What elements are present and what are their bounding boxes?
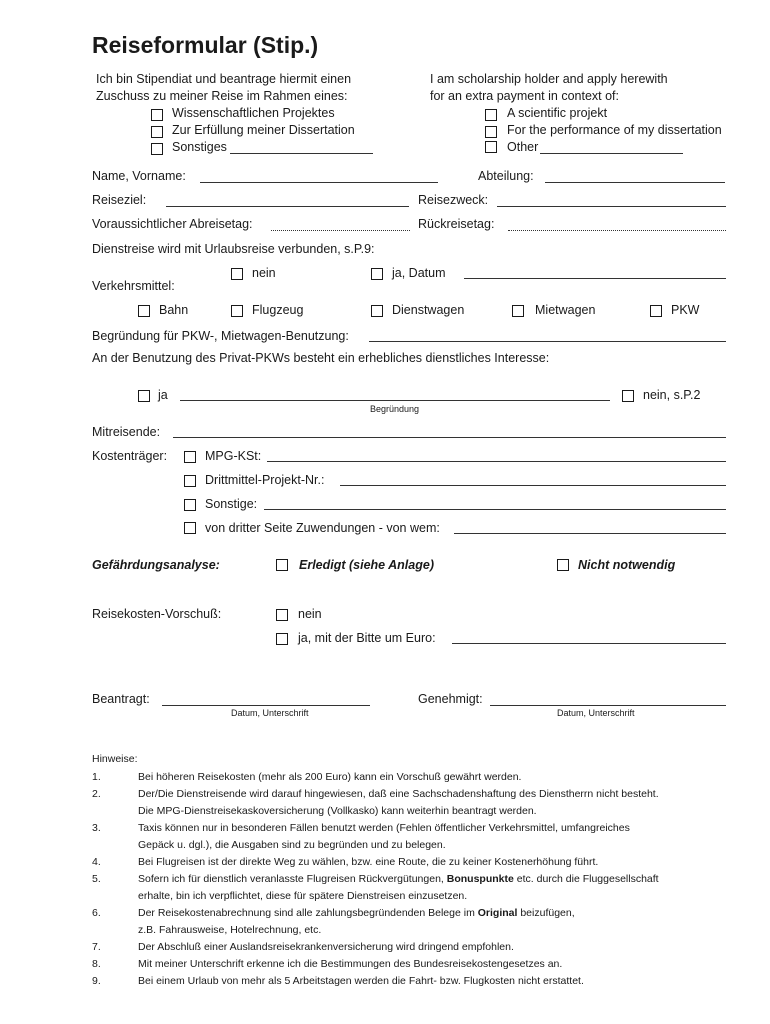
cost-dritte-line[interactable] — [454, 533, 726, 534]
cost-dritte-checkbox[interactable] — [184, 522, 196, 534]
name-line[interactable] — [200, 182, 438, 183]
reisezweck-label: Reisezweck: — [418, 193, 489, 207]
transport-bahn-checkbox[interactable] — [138, 305, 150, 317]
urlaub-nein-label: nein — [252, 266, 276, 280]
cost-mpg-checkbox[interactable] — [184, 451, 196, 463]
note-line — [138, 856, 598, 868]
note-text: Sofern ich für dienstlich veranlasste Flugreisen Rückvergütungen, — [138, 873, 447, 885]
transport-mietwagen-checkbox[interactable] — [512, 305, 524, 317]
advance-no-checkbox[interactable] — [276, 609, 288, 621]
purpose-en-other-line[interactable] — [540, 153, 683, 154]
note-line — [138, 805, 537, 817]
interesse-ja-checkbox[interactable] — [138, 390, 150, 402]
transport-mietwagen-label: Mietwagen — [535, 303, 596, 317]
transport-pkw-checkbox[interactable] — [650, 305, 662, 317]
approved-label: Genehmigt: — [418, 692, 483, 706]
note-number: 6. — [92, 907, 101, 919]
purpose-de-checkbox-2[interactable] — [151, 126, 163, 138]
note-text: Der Reisekostenabrechnung sind alle zahlungsbegründenden Belege im — [138, 907, 478, 919]
note-text: erhalte, bin ich verpflichtet, diese für spätere Dienstreisen einzusetzen. — [138, 890, 468, 902]
cost-mpg-label: MPG-KSt: — [205, 449, 262, 463]
note-emphasis: Original — [477, 907, 518, 919]
note-text: Der Abschluß einer Auslandsreisekrankenversicherung wird dringend empfohlen. — [138, 941, 514, 953]
advance-no-label: nein — [298, 607, 322, 621]
reiseziel-line[interactable] — [166, 206, 409, 207]
abreise-label: Voraussichtlicher Abreisetag: — [92, 217, 253, 231]
note-line — [138, 822, 630, 834]
note-number: 1. — [92, 771, 101, 783]
cost-drittmittel-checkbox[interactable] — [184, 475, 196, 487]
note-number: 3. — [92, 822, 101, 834]
mitreisende-label: Mitreisende: — [92, 425, 161, 439]
cost-sonstige-checkbox[interactable] — [184, 499, 196, 511]
note-text: beizufügen, — [517, 907, 575, 919]
intro-en-line-1: I am scholarship holder and apply herewith — [430, 72, 668, 86]
begruendung-pkw-label: Begründung für PKW-, Mietwagen-Benutzung: — [92, 329, 349, 343]
purpose-en-checkbox-3[interactable] — [485, 141, 497, 153]
purpose-de-checkbox-1[interactable] — [151, 109, 163, 121]
cost-sonstige-label: Sonstige: — [205, 497, 258, 511]
purpose-en-checkbox-1[interactable] — [485, 109, 497, 121]
rueckreise-label: Rückreisetag: — [418, 217, 495, 231]
applied-signature-line[interactable] — [162, 705, 370, 706]
purpose-de-other-line[interactable] — [230, 153, 373, 154]
note-line — [138, 958, 562, 970]
note-line — [138, 771, 521, 783]
rueckreise-line[interactable] — [508, 230, 726, 231]
intro-de-line-1: Ich bin Stipendiat und beantrage hiermit einen — [96, 72, 352, 86]
note-line — [138, 788, 659, 800]
urlaub-ja-checkbox[interactable] — [371, 268, 383, 280]
transport-pkw-label: PKW — [671, 303, 700, 317]
advance-amount-line[interactable] — [452, 643, 726, 644]
kostentraeger-label: Kostenträger: — [92, 449, 168, 463]
cost-drittmittel-label: Drittmittel-Projekt-Nr.: — [205, 473, 325, 487]
approved-signature-line[interactable] — [490, 705, 726, 706]
interesse-ja-label: ja — [158, 388, 168, 402]
note-line — [138, 873, 659, 885]
mitreisende-line[interactable] — [173, 437, 726, 438]
abteilung-label: Abteilung: — [478, 169, 534, 183]
note-line — [138, 907, 575, 919]
name-label: Name, Vorname: — [92, 169, 186, 183]
purpose-en-label-2: For the performance of my dissertation — [507, 123, 722, 137]
begruendung-pkw-line[interactable] — [369, 341, 726, 342]
purpose-de-checkbox-3[interactable] — [151, 143, 163, 155]
urlaub-nein-checkbox[interactable] — [231, 268, 243, 280]
note-line — [138, 890, 467, 902]
advance-yes-checkbox[interactable] — [276, 633, 288, 645]
risk-done-label: Erledigt (siehe Anlage) — [299, 558, 434, 572]
interesse-nein-label: nein, s.P.2 — [643, 388, 701, 402]
risk-label: Gefährdungsanalyse: — [92, 558, 220, 572]
abreise-line[interactable] — [271, 230, 410, 231]
reisezweck-line[interactable] — [497, 206, 726, 207]
urlaub-date-line[interactable] — [464, 278, 726, 279]
interesse-label: An der Benutzung des Privat-PKWs besteht ein erhebliches dienstliches Interesse: — [92, 351, 550, 365]
note-text: z.B. Fahrausweise, Hotelrechnung, etc. — [138, 924, 322, 936]
applied-caption: Datum, Unterschrift — [231, 708, 309, 718]
risk-not-needed-checkbox[interactable] — [557, 559, 569, 571]
note-text: Mit meiner Unterschrift erkenne ich die Bestimmungen des Bundesreisekostengesetzes an. — [138, 958, 563, 970]
reiseziel-label: Reiseziel: — [92, 193, 147, 207]
note-line — [138, 975, 584, 987]
risk-done-checkbox[interactable] — [276, 559, 288, 571]
urlaub-ja-label: ja, Datum — [392, 266, 446, 280]
urlaub-label: Dienstreise wird mit Urlaubsreise verbunden, s.P.9: — [92, 242, 375, 256]
applied-label: Beantragt: — [92, 692, 150, 706]
advance-label: Reisekosten-Vorschuß: — [92, 607, 222, 621]
risk-not-needed-label: Nicht notwendig — [578, 558, 676, 572]
transport-flugzeug-checkbox[interactable] — [231, 305, 243, 317]
note-text: Bei einem Urlaub von mehr als 5 Arbeitstagen werden die Fahrt- bzw. Flugkosten nicht erstattet. — [138, 975, 584, 987]
begruendung-caption: Begründung — [370, 404, 420, 414]
note-line — [138, 839, 446, 851]
note-number: 7. — [92, 941, 101, 953]
purpose-en-label-1: A scientific projekt — [507, 106, 608, 120]
note-line — [138, 941, 514, 953]
interesse-nein-checkbox[interactable] — [622, 390, 634, 402]
note-text: etc. durch die Fluggesellschaft — [513, 873, 659, 885]
note-text: Bei höheren Reisekosten (mehr als 200 Euro) kann ein Vorschuß gewährt werden. — [138, 771, 522, 783]
intro-en-line-2: for an extra payment in context of: — [430, 89, 619, 103]
transport-dienstwagen-checkbox[interactable] — [371, 305, 383, 317]
cost-sonstige-line[interactable] — [264, 509, 726, 510]
advance-yes-label: ja, mit der Bitte um Euro: — [298, 631, 436, 645]
transport-dienstwagen-label: Dienstwagen — [392, 303, 465, 317]
note-line — [138, 924, 321, 936]
notes-title: Hinweise: — [92, 753, 138, 765]
note-emphasis: Bonuspunkte — [446, 873, 514, 885]
transport-bahn-label: Bahn — [159, 303, 189, 317]
interesse-begruendung-line[interactable] — [180, 400, 610, 401]
note-number: 5. — [92, 873, 101, 885]
note-number: 2. — [92, 788, 101, 800]
note-text: Der/Die Dienstreisende wird darauf hingewiesen, daß eine Sachschadenshaftung des Dienstherrn nicht besteht. — [138, 788, 659, 800]
note-text: Taxis können nur in besonderen Fällen benutzt werden (Fehlen öffentlicher Verkehrsmittel, umfangreiches — [138, 822, 630, 834]
note-text: Die MPG-Dienstreisekaskoversicherung (Vollkasko) kann weiterhin beantragt werden. — [138, 805, 537, 817]
abteilung-line[interactable] — [545, 182, 725, 183]
cost-drittmittel-line[interactable] — [340, 485, 726, 486]
note-text: Bei Flugreisen ist der direkte Weg zu wählen, bzw. eine Route, die zu keiner Kostenerhöhung führt. — [138, 856, 599, 868]
note-text: Gepäck u. dgl.), die Ausgaben sind zu begründen und zu belegen. — [138, 839, 446, 851]
note-number: 8. — [92, 958, 101, 970]
page-title: Reiseformular (Stip.) — [92, 32, 319, 58]
purpose-en-checkbox-2[interactable] — [485, 126, 497, 138]
purpose-de-label-2: Zur Erfüllung meiner Dissertation — [172, 123, 355, 137]
verkehrsmittel-label: Verkehrsmittel: — [92, 279, 175, 293]
cost-mpg-line[interactable] — [267, 461, 726, 462]
note-number: 4. — [92, 856, 101, 868]
purpose-de-label-1: Wissenschaftlichen Projektes — [172, 106, 335, 120]
transport-flugzeug-label: Flugzeug — [252, 303, 304, 317]
cost-dritte-label: von dritter Seite Zuwendungen - von wem: — [205, 521, 440, 535]
approved-caption: Datum, Unterschrift — [557, 708, 635, 718]
note-number: 9. — [92, 975, 101, 987]
intro-de-line-2: Zuschuss zu meiner Reise im Rahmen eines: — [96, 89, 348, 103]
purpose-en-label-3: Other — [507, 140, 539, 154]
purpose-de-label-3: Sonstiges — [172, 140, 227, 154]
